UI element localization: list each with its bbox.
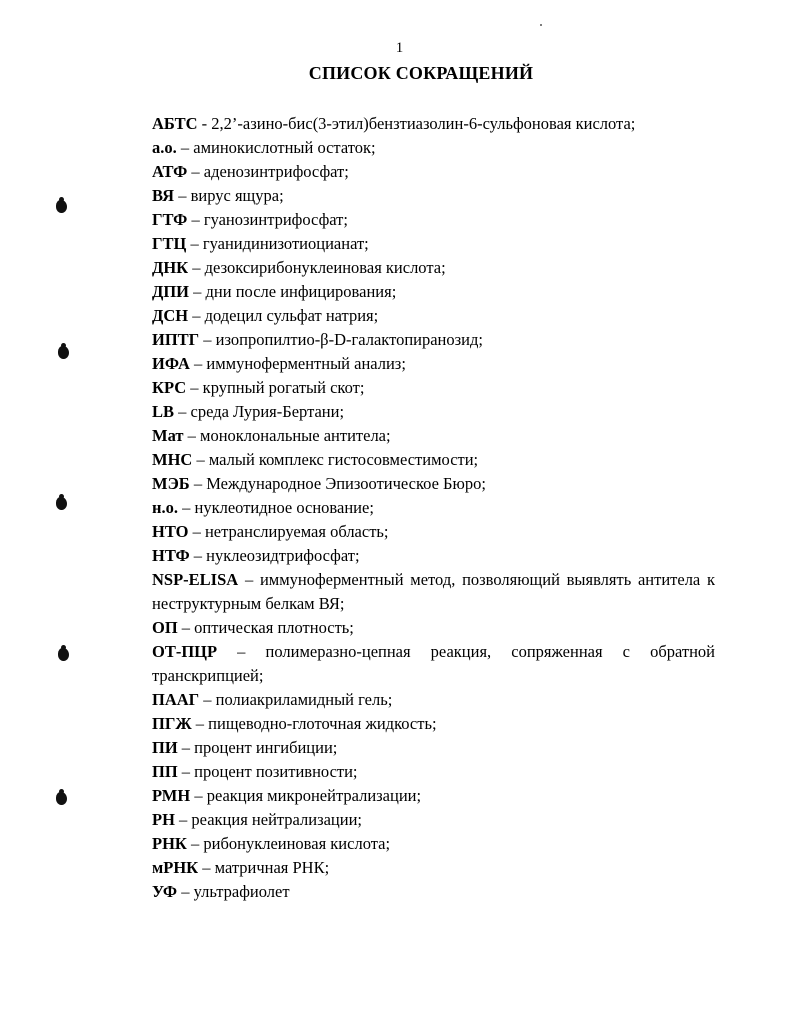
abbreviation-separator: –	[217, 642, 266, 661]
abbreviation-term: ДПИ	[152, 282, 190, 301]
abbreviation-term: АБТС	[152, 114, 198, 133]
abbreviation-term: РН	[152, 810, 175, 829]
abbreviation-separator: –	[177, 762, 195, 781]
abbreviation-separator: –	[177, 882, 194, 901]
abbreviation-term: ИФА	[152, 354, 190, 373]
abbreviation-definition: моноклональные антитела;	[200, 426, 391, 445]
abbreviation-term: Мат	[152, 426, 184, 445]
abbreviation-separator: –	[189, 546, 207, 565]
abbreviation-item	[152, 544, 715, 568]
abbreviation-item	[152, 424, 715, 448]
abbreviation-term: ГТФ	[152, 210, 188, 229]
abbreviation-separator: –	[192, 450, 209, 469]
abbreviation-definition: полиакриламидный гель;	[215, 690, 393, 709]
abbreviation-term: НТО	[152, 522, 189, 541]
abbreviation-item	[152, 784, 715, 808]
abbreviation-definition: полимеразно-цепная реакция, сопряженная с обратной транскрипцией;	[152, 642, 715, 685]
abbreviation-item	[152, 568, 715, 616]
scan-speck	[540, 24, 542, 26]
abbreviation-definition: нуклеотидное основание;	[194, 498, 374, 517]
abbreviation-term: мРНК	[152, 858, 199, 877]
abbreviation-term: РНК	[152, 834, 187, 853]
abbreviation-term: н.о.	[152, 498, 179, 517]
abbreviation-item	[152, 448, 715, 472]
abbreviation-item	[152, 232, 715, 256]
abbreviation-item	[152, 160, 715, 184]
abbreviation-item	[152, 376, 715, 400]
abbreviation-separator: –	[177, 738, 195, 757]
abbreviation-definition: нуклеозидтрифосфат;	[206, 546, 360, 565]
abbreviation-definition: крупный рогатый скот;	[202, 378, 365, 397]
abbreviation-term: ВЯ	[152, 186, 175, 205]
abbreviation-definition: матричная РНК;	[214, 858, 330, 877]
abbreviation-term: ОП	[152, 618, 178, 637]
abbreviation-term: NSP-ELISA	[152, 570, 239, 589]
abbreviation-item	[152, 304, 715, 328]
abbreviation-separator: –	[191, 714, 209, 733]
abbreviation-separator: –	[176, 138, 194, 157]
abbreviation-item	[152, 736, 715, 760]
abbreviation-separator: –	[186, 234, 203, 253]
abbreviation-definition: дезоксирибонуклеиновая кислота;	[204, 258, 446, 277]
abbreviation-definition: аденозинтрифосфат;	[203, 162, 349, 181]
abbreviation-definition: оптическая плотность;	[194, 618, 354, 637]
abbreviation-definition: дни после инфицирования;	[205, 282, 397, 301]
abbreviation-definition: реакция микронейтрализации;	[206, 786, 422, 805]
abbreviation-separator: –	[190, 786, 207, 805]
abbreviation-term: КРС	[152, 378, 187, 397]
abbreviation-term: ГТЦ	[152, 234, 187, 253]
binding-hole-mark	[56, 792, 67, 805]
abbreviation-item	[152, 136, 715, 160]
abbreviation-item	[152, 760, 715, 784]
abbreviation-definition: пищеводно-глоточная жидкость;	[208, 714, 437, 733]
abbreviation-separator: –	[174, 186, 191, 205]
abbreviation-term: LB	[152, 402, 175, 421]
abbreviation-definition: реакция нейтрализации;	[191, 810, 363, 829]
abbreviation-separator: –	[188, 522, 205, 541]
abbreviation-term: ПГЖ	[152, 714, 192, 733]
abbreviation-separator: –	[188, 258, 205, 277]
abbreviation-separator: –	[183, 426, 201, 445]
page-title: СПИСОК СОКРАЩЕНИЙ	[308, 63, 534, 83]
abbreviation-definition: гуанидинизотиоцианат;	[202, 234, 369, 253]
abbreviation-separator: –	[189, 474, 207, 493]
abbreviation-item	[152, 112, 715, 136]
abbreviation-item	[152, 808, 715, 832]
abbreviation-item	[152, 640, 715, 688]
abbreviation-separator: –	[187, 210, 204, 229]
abbreviation-definition: гуанозинтрифосфат;	[203, 210, 348, 229]
binding-hole-mark	[56, 497, 67, 510]
abbreviation-separator: –	[238, 570, 260, 589]
abbreviation-separator: –	[187, 162, 204, 181]
abbreviation-definition: 2,2’-азино-бис(3-этил)бензтиазолин-6-сульфоновая кислота;	[211, 114, 636, 133]
abbreviation-definition: иммуноферментный метод, позволяющий выявлять антитела к неструктурным белкам ВЯ;	[152, 570, 716, 613]
abbreviation-definition: рибонуклеиновая кислота;	[203, 834, 391, 853]
abbreviation-term: ПП	[152, 762, 178, 781]
abbreviation-term: ДНК	[152, 258, 189, 277]
abbreviation-term: АТФ	[152, 162, 188, 181]
abbreviation-item	[152, 400, 715, 424]
abbreviation-term: а.о.	[152, 138, 177, 157]
abbreviation-separator: –	[186, 834, 204, 853]
abbreviation-item	[152, 688, 715, 712]
abbreviation-definition: иммуноферментный анализ;	[206, 354, 406, 373]
binding-hole-mark	[58, 648, 69, 661]
abbreviation-separator: –	[178, 498, 195, 517]
abbreviation-item	[152, 880, 715, 904]
abbreviation-term: МНС	[152, 450, 193, 469]
abbreviation-separator: –	[198, 858, 215, 877]
abbreviation-item	[152, 832, 715, 856]
abbreviation-definition: додецил сульфат натрия;	[204, 306, 379, 325]
page-number: 1	[395, 40, 404, 56]
abbreviation-definition: среда Лурия-Бертани;	[190, 402, 345, 421]
abbreviation-item	[152, 616, 715, 640]
abbreviation-separator: –	[189, 282, 206, 301]
abbreviation-separator: –	[177, 618, 195, 637]
abbreviation-definition: процент ингибиции;	[194, 738, 338, 757]
abbreviation-term: НТФ	[152, 546, 190, 565]
abbreviation-definition: ультрафиолет	[193, 882, 290, 901]
abbreviation-term: УФ	[152, 882, 178, 901]
binding-hole-mark	[58, 346, 69, 359]
abbreviation-definition: вирус ящура;	[190, 186, 284, 205]
abbreviation-separator: –	[199, 330, 216, 349]
abbreviation-item	[152, 496, 715, 520]
abbreviation-term: ОТ-ПЦР	[152, 642, 218, 661]
abbreviation-item	[152, 856, 715, 880]
abbreviation-definition: малый комплекс гистосовместимости;	[208, 450, 479, 469]
abbreviation-term: ИПТГ	[152, 330, 200, 349]
abbreviation-item	[152, 328, 715, 352]
abbreviation-separator: –	[188, 306, 205, 325]
abbreviation-item	[152, 208, 715, 232]
abbreviation-definition: Международное Эпизоотическое Бюро;	[206, 474, 486, 493]
abbreviation-item	[152, 280, 715, 304]
abbreviation-separator: –	[189, 354, 207, 373]
abbreviation-term: ДСН	[152, 306, 189, 325]
abbreviation-item	[152, 472, 715, 496]
abbreviation-separator: -	[197, 114, 212, 133]
binding-hole-mark	[56, 200, 67, 213]
abbreviation-item	[152, 520, 715, 544]
abbreviation-item	[152, 352, 715, 376]
abbreviation-definition: нетранслируемая область;	[204, 522, 389, 541]
abbreviation-list	[152, 112, 715, 904]
abbreviation-separator: –	[174, 402, 191, 421]
abbreviation-definition: процент позитивности;	[194, 762, 358, 781]
abbreviation-item	[152, 184, 715, 208]
abbreviation-separator: –	[174, 810, 192, 829]
abbreviation-term: ПААГ	[152, 690, 200, 709]
abbreviation-term: РМН	[152, 786, 191, 805]
abbreviation-separator: –	[199, 690, 216, 709]
abbreviation-definition: изопропилтио-β-D-галактопиранозид;	[215, 330, 483, 349]
abbreviation-item	[152, 256, 715, 280]
abbreviation-definition: аминокислотный остаток;	[193, 138, 376, 157]
abbreviation-term: ПИ	[152, 738, 178, 757]
abbreviation-separator: –	[186, 378, 203, 397]
abbreviation-term: МЭБ	[152, 474, 190, 493]
abbreviation-item	[152, 712, 715, 736]
